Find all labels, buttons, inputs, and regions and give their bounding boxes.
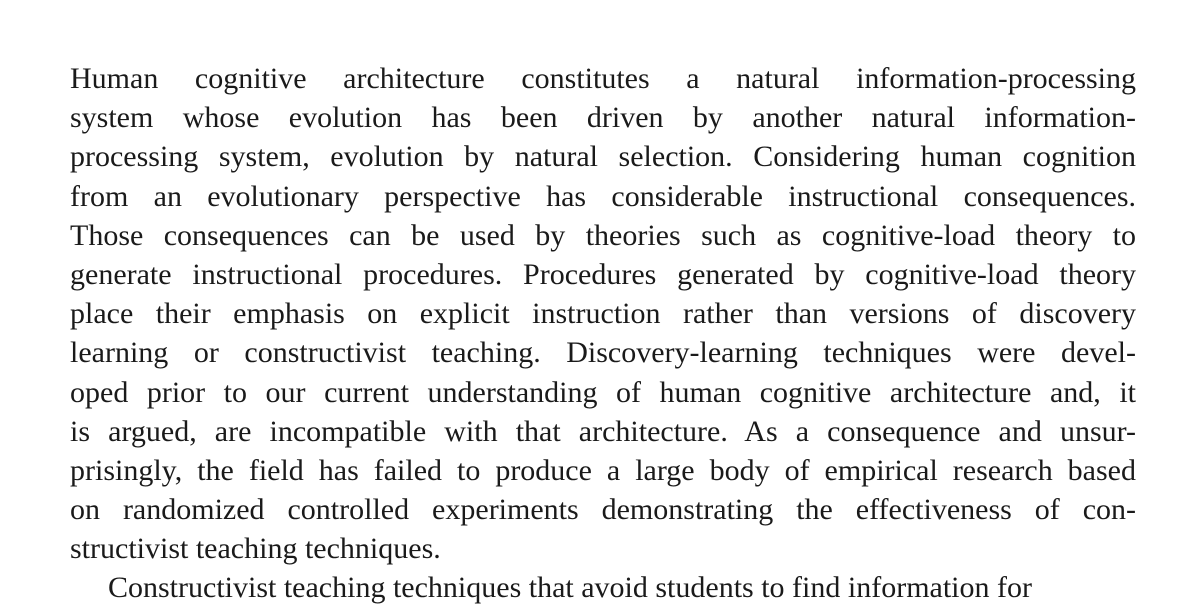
text-line: Human cognitive architecture constitutes a natural information-processing <box>70 62 1136 95</box>
body-text <box>70 59 1136 608</box>
text-line: Those consequences can be used by theories such as cognitive-load theory to <box>70 218 1136 252</box>
text-line: place their emphasis on explicit instruction rather than versions of discovery <box>70 297 1136 331</box>
text-line: structivist teaching techniques. <box>70 532 441 566</box>
text-line: prisingly, the field has failed to produce a large body of empirical research based <box>70 453 1136 487</box>
text-line: system whose evolution has been driven by another natural information- <box>70 101 1136 135</box>
text-line-cut-off: Constructivist teaching techniques that avoid students to find information for <box>108 571 1032 605</box>
text-line: processing system, evolution by natural selection. Considering human cognition <box>70 140 1136 174</box>
text-line: oped prior to our current understanding of human cognitive architecture and, it <box>70 375 1136 409</box>
text-line: on randomized controlled experiments demonstrating the effectiveness of con- <box>70 493 1136 527</box>
text-line: generate instructional procedures. Procedures generated by cognitive-load theory <box>70 257 1136 291</box>
text-line: is argued, are incompatible with that architecture. As a consequence and unsur- <box>70 414 1136 448</box>
text-line: from an evolutionary perspective has considerable instructional consequences. <box>70 179 1136 213</box>
text-line: learning or constructivist teaching. Discovery-learning techniques were devel- <box>70 336 1136 370</box>
